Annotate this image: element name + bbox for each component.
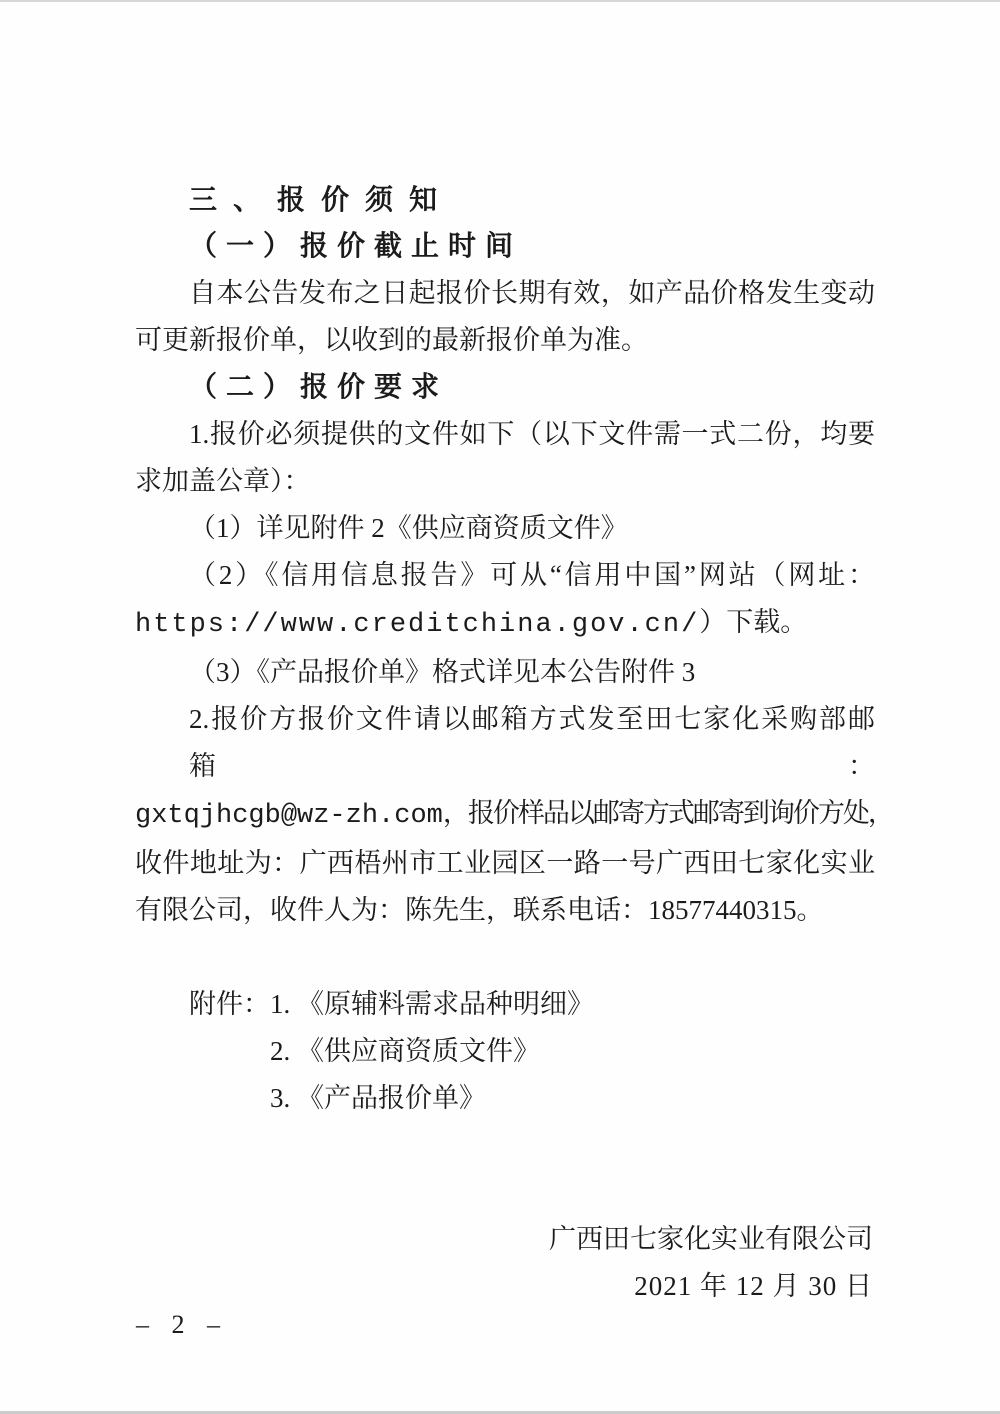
list-item-1: （1）详见附件 2《供应商资质文件》 [189,513,628,543]
page-number: – 2 – [136,1310,228,1339]
body-line: 求加盖公章）： [135,466,311,496]
body-line: （2）《信用信息报告》可从“信用中国”网站（网址： [189,560,875,590]
section-1-title: （一）报价截止时间 [189,231,523,262]
doc-title: 三、报价须知 [189,184,454,215]
body-line: 收件地址为：广西梧州市工业园区一路一号广西田七家化实业 [135,848,875,878]
attachments-label: 附件： [189,989,270,1019]
url-text: https://www.creditchina.gov.cn/ [135,610,700,640]
attachment-item: 3. 《产品报价单》 [270,1083,486,1113]
page-top-edge [0,0,1000,2]
attachment-item: 2. 《供应商资质文件》 [270,1036,540,1066]
blank-block [135,1122,875,1216]
body-line: ）下载。 [699,607,808,637]
section-2-title: （二）报价要求 [189,372,449,403]
email-line [135,790,893,840]
signature-company: 广西田七家化实业有限公司 [549,1224,873,1254]
list-item-2 [135,552,875,599]
body-line: 可更新报价单，以收到的最新报价单为准。 [135,325,648,355]
attachment-item: 1. 《原辅料需求品种明细》 [270,989,594,1019]
url-line [135,599,875,649]
signature-date: 2021 年 12 月 30 日 [634,1271,873,1301]
document-content [135,176,893,1310]
body-line: 1.报价必须提供的文件如下（以下文件需一式二份，均要 [189,419,875,449]
attachments-line [135,981,875,1028]
body-line: 有限公司，收件人为：陈先生，联系电话：18577440315。 [135,895,824,925]
body-line: ，报价样品以邮寄方式邮寄到询价方处， [442,798,893,828]
list-item-3: （3）《产品报价单》格式详见本公告附件 3 [189,657,696,687]
body-line: 2.报价方报价文件请以邮箱方式发至田七家化采购部邮箱： [189,704,875,781]
body-line: 自本公告发布之日起报价长期有效，如产品价格发生变动 [189,278,875,308]
email-text: gxtqjhcgb@wz-zh.com [135,801,443,831]
blank-line [135,934,875,981]
